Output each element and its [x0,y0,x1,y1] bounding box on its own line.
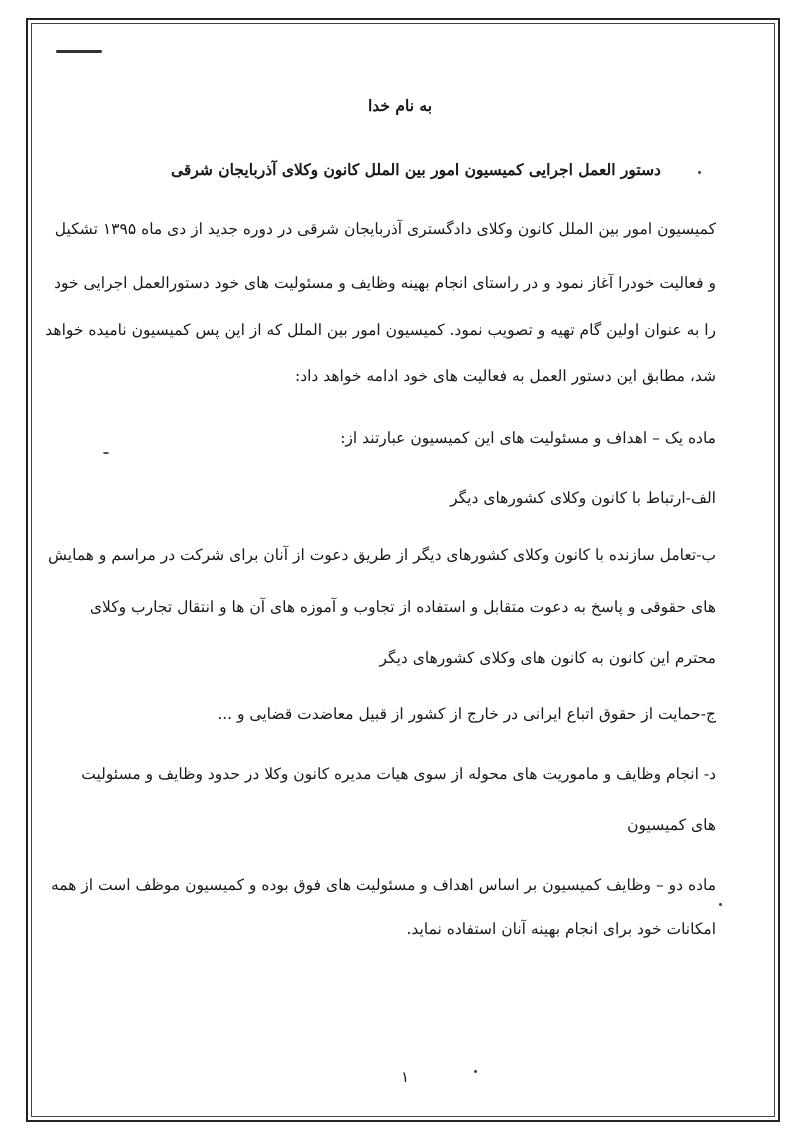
intro-line-4: شد، مطابق این دستور العمل به فعالیت های خود ادامه خواهد داد: [294,367,716,385]
item-alef: الف-ارتباط با کانون وکلای کشورهای دیگر [450,489,716,507]
intro-line-3: را به عنوان اولین گام تهیه و تصویب نمود. کمیسیون امور بین الملل که از این پس کمیسیون نامیده خواهد [45,321,716,339]
scan-speck [474,1070,477,1073]
bismillah-heading: به نام خدا [367,96,433,115]
scan-speck [719,903,722,906]
item-be-line-1: ب-تعامل سازنده با کانون وکلای کشورهای دیگر از طریق دعوت از آنان برای شرکت در مراسم و همایش [48,546,716,564]
document-title: دستور العمل اجرایی کمیسیون امور بین الملل کانون وکلای آذربایجان شرقی [171,160,661,179]
item-dal-line-2: های کمیسیون [627,816,716,834]
scan-speck [698,171,701,174]
item-be-line-2: های حقوقی و پاسخ به دعوت متقابل و استفاده از تجاوب و آموزه های آن ها و انتقال تجارب وکلای [89,598,716,616]
item-dal-line-1: د- انجام وظایف و ماموریت های محوله از سوی هیات مدیره کانون وکلا در حدود وظایف و مسئولیت [81,765,716,783]
page-border-inner [31,23,775,1117]
corner-mark [56,50,102,53]
intro-line-1: کمیسیون امور بین الملل کانون وکلای دادگستری آذربایجان شرقی در دوره جدید از دی ماه ۱۳۹۵ تشکیل [54,220,716,238]
article-one-heading: ماده یک – اهداف و مسئولیت های این کمیسیون عبارتند از: [340,429,716,447]
article-two-line-1: ماده دو – وظایف کمیسیون بر اساس اهداف و مسئولیت های فوق بوده و کمیسیون موظف است از همه [50,876,716,894]
page-number: ۱ [400,1068,410,1086]
item-be-line-3: محترم این کانون به کانون های وکلای کشورهای دیگر [379,649,716,667]
intro-line-2: و فعالیت خودرا آغاز نمود و در راستای انجام بهینه وظایف و مسئولیت های خود دستورالعمل اجرایی خود [54,274,716,292]
scan-speck [103,452,109,454]
article-two-line-2: امکانات خود برای انجام بهینه آنان استفاده نماید. [406,920,716,938]
item-jim: ج-حمایت از حقوق اتباع ایرانی در خارج از کشور از قبیل معاضدت قضایی و ... [217,705,716,723]
